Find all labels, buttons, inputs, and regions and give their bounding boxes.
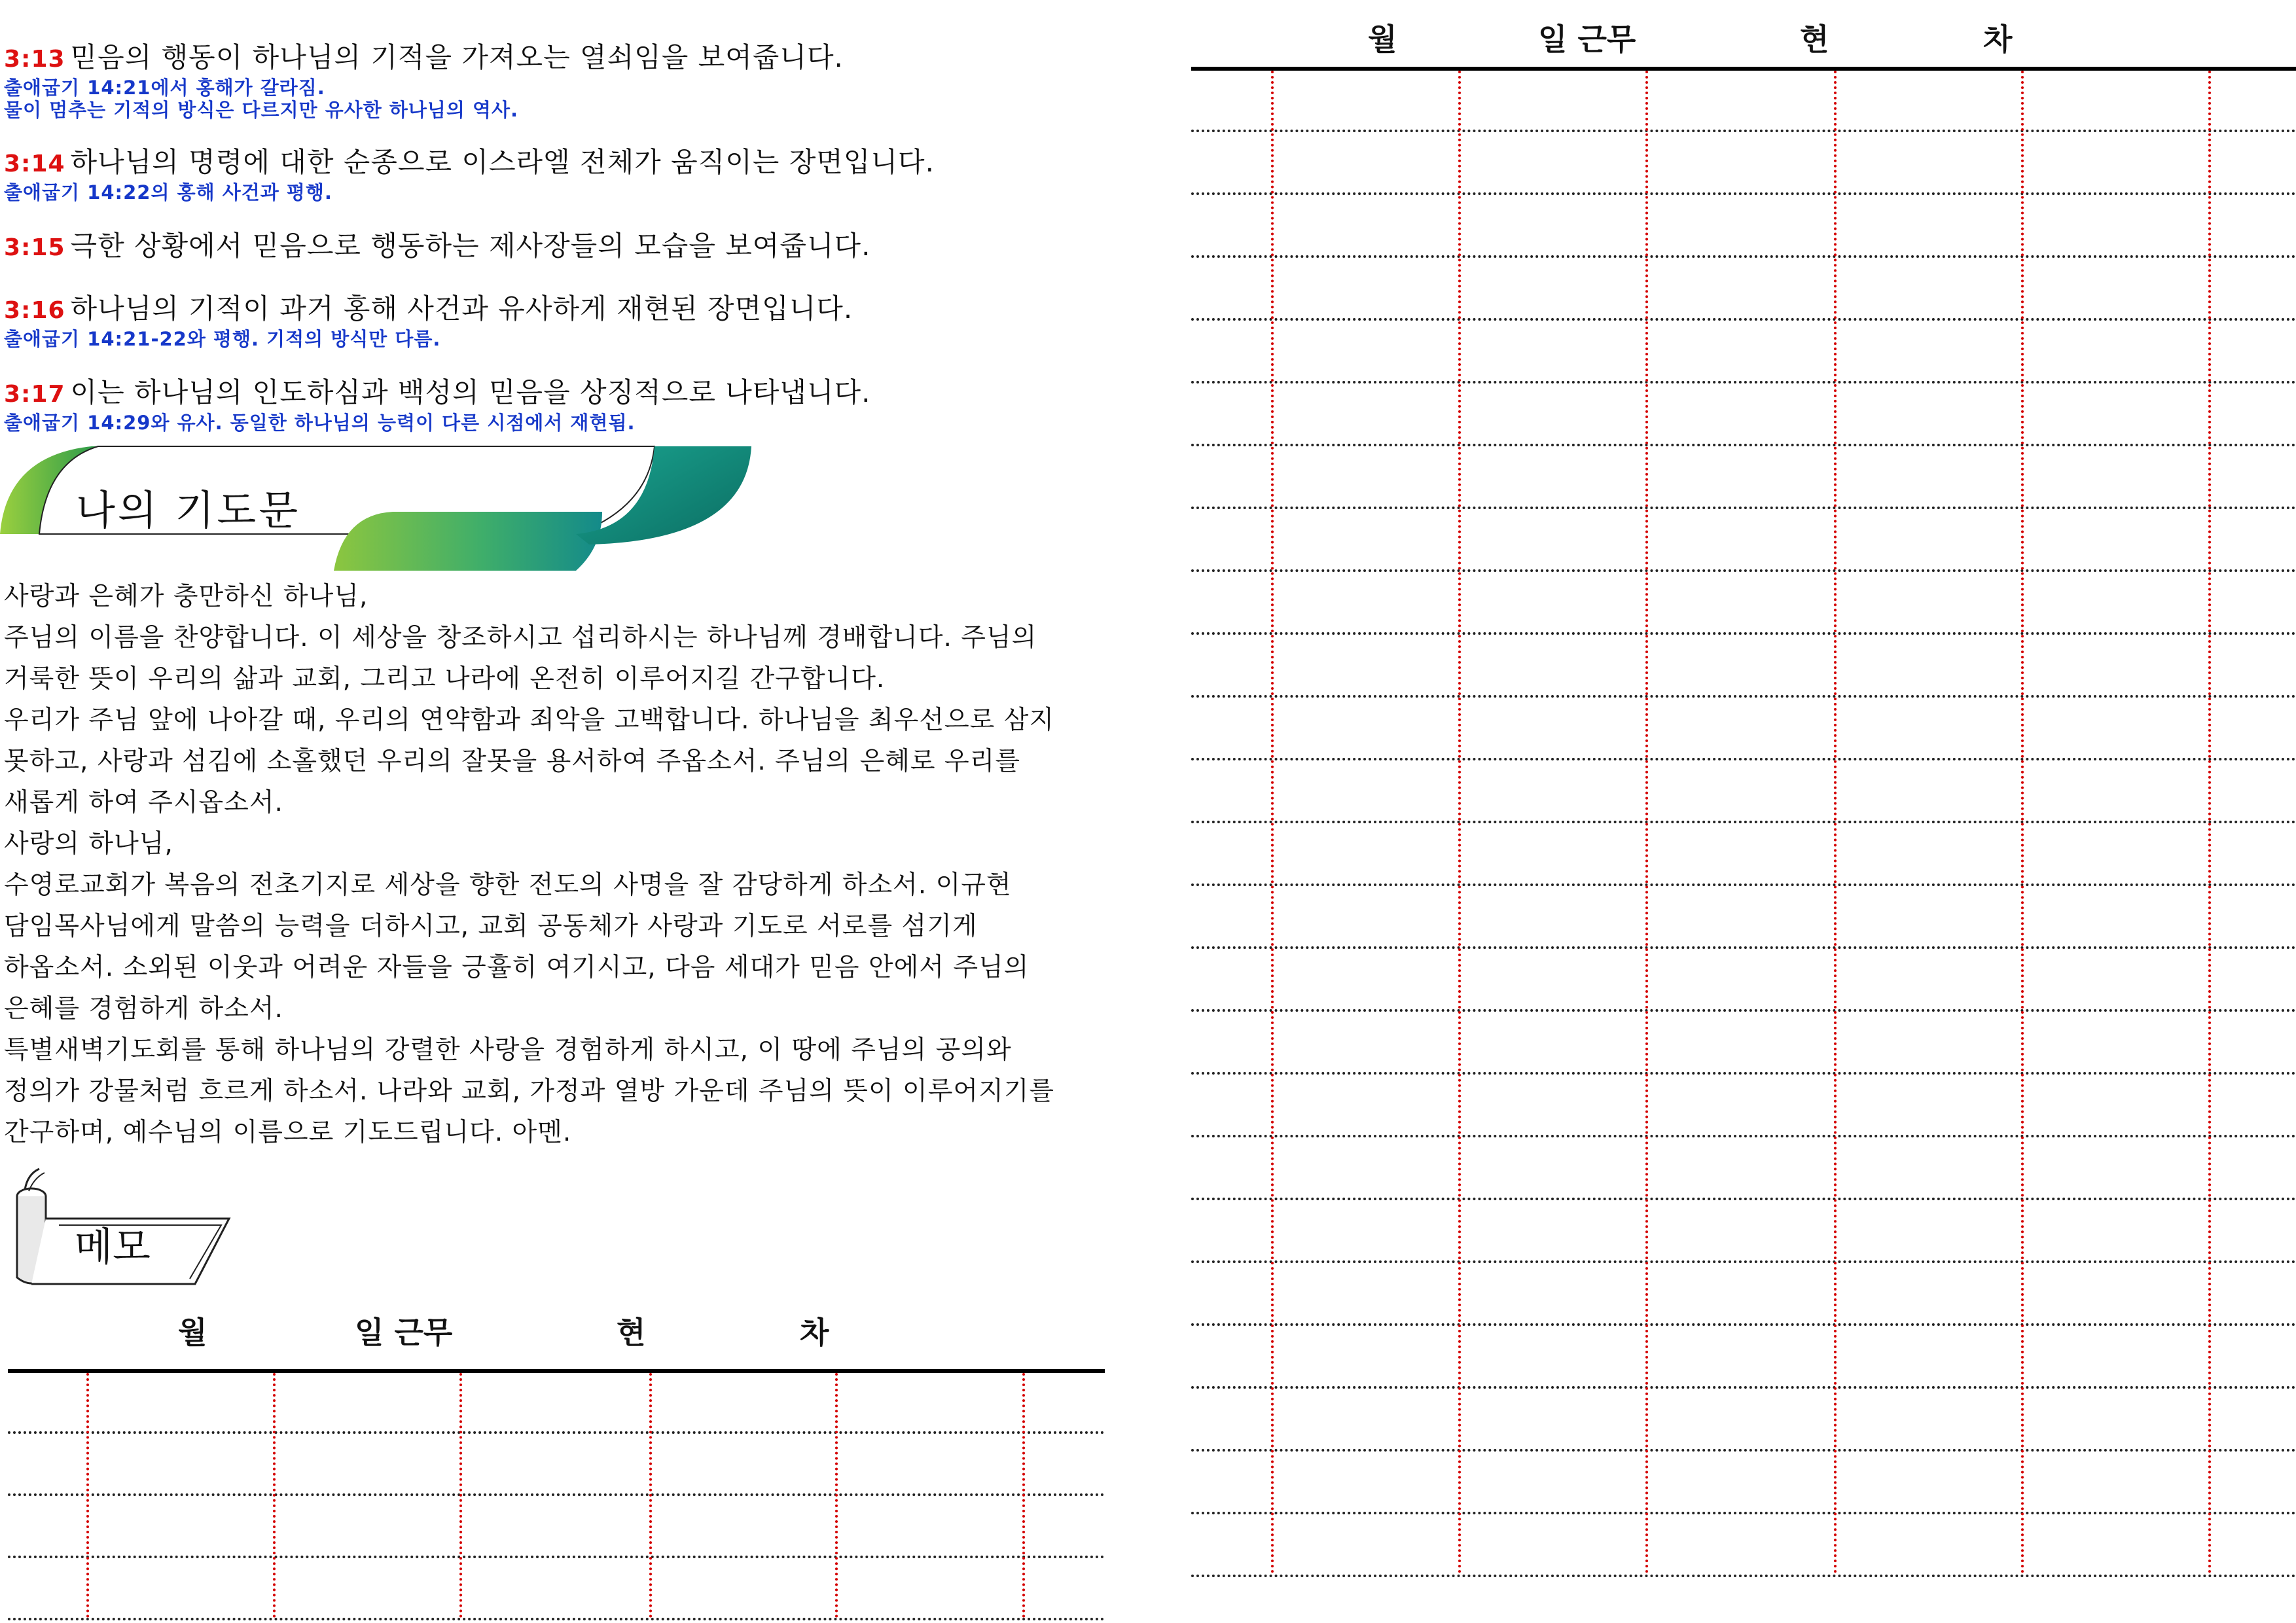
row-line — [1191, 318, 2296, 321]
left-page — [0, 0, 1113, 1623]
header-rule — [1191, 67, 2296, 71]
row-line — [1191, 1512, 2296, 1514]
prayer-line: 우리가 주님 앞에 나아갈 때, 우리의 연약함과 죄악을 고백합니다. 하나님을 최우선으로 삼지 — [4, 705, 1055, 735]
row-line — [8, 1618, 1105, 1620]
prayer-line: 정의가 강물처럼 흐르게 하소서. 나라와 교회, 가정과 열방 가운데 주님의 뜻이 이루어지기를 — [4, 1077, 1055, 1106]
prayer-line: 특별새벽기도회를 통해 하나님의 강렬한 사랑을 경험하게 하시고, 이 땅에 주님의 공의와 — [4, 1035, 1012, 1065]
verse-line — [4, 292, 1090, 328]
verse-line — [4, 145, 1090, 181]
header-current: 현 — [617, 1315, 646, 1350]
verse-block — [4, 145, 1090, 204]
row-line — [1191, 1575, 2296, 1577]
row-line — [1191, 1260, 2296, 1263]
verse-block — [4, 292, 1090, 350]
cross-reference-note: 출애굽기 14:29와 유사. 동일한 하나님의 능력이 다른 시점에서 재현됨. — [4, 412, 636, 434]
memo-title: 메모 — [75, 1224, 151, 1270]
column-line — [1645, 71, 1648, 1575]
verse-text: 믿음의 행동이 하나님의 기적을 가져오는 열쇠임을 보여줍니다. — [70, 41, 844, 73]
header-day-work: 일 근무 — [355, 1315, 453, 1350]
row-line — [1191, 1449, 2296, 1452]
header-order: 차 — [1983, 22, 2013, 57]
verse-text: 하나님의 기적이 과거 홍해 사건과 유사하게 재현된 장면입니다. — [70, 293, 853, 325]
header-current: 현 — [1800, 22, 1829, 57]
row-line — [1191, 1009, 2296, 1012]
row-line — [1191, 883, 2296, 886]
verse-text: 하나님의 명령에 대한 순종으로 이스라엘 전체가 움직이는 장면입니다. — [70, 146, 935, 178]
attendance-table-left — [8, 1302, 1105, 1623]
prayer-line: 사랑의 하나님, — [4, 829, 173, 859]
row-line — [8, 1556, 1105, 1558]
verse-line — [4, 41, 1090, 77]
verse-reference: 3:13 — [4, 46, 65, 73]
row-line — [1191, 507, 2296, 509]
row-line — [1191, 632, 2296, 635]
prayer-line: 새롭게 하여 주시옵소서. — [4, 788, 283, 817]
attendance-table-right — [1191, 9, 2296, 1593]
row-line — [1191, 381, 2296, 383]
column-line — [1271, 71, 1274, 1575]
prayer-line: 주님의 이름을 찬양합니다. 이 세상을 창조하시고 섭리하시는 하나님께 경배합니다. 주님의 — [4, 623, 1037, 652]
row-line — [8, 1493, 1105, 1496]
row-line — [1191, 1386, 2296, 1389]
row-line — [1191, 444, 2296, 446]
row-line — [1191, 758, 2296, 760]
row-line — [1191, 130, 2296, 132]
verse-reference: 3:14 — [4, 151, 65, 177]
row-line — [1191, 821, 2296, 823]
cross-reference-note: 물이 멈추는 기적의 방식은 다르지만 유사한 하나님의 역사. — [4, 99, 519, 121]
cross-reference-note: 출애굽기 14:21에서 홍해가 갈라짐. — [4, 77, 325, 99]
column-line — [1022, 1373, 1025, 1618]
prayer-line: 은혜를 경험하게 하소서. — [4, 994, 283, 1024]
verse-block — [4, 376, 1090, 434]
header-rule — [8, 1369, 1105, 1373]
row-line — [1191, 946, 2296, 949]
column-line — [2208, 71, 2211, 1575]
verse-block — [4, 229, 1090, 265]
row-line — [1191, 192, 2296, 195]
header-order: 차 — [800, 1315, 829, 1350]
row-line — [1191, 695, 2296, 698]
attendance-header — [8, 1302, 1105, 1355]
right-page — [1191, 0, 2296, 1623]
prayer-line: 못하고, 사랑과 섬김에 소홀했던 우리의 잘못을 용서하여 주옵소서. 주님의 은혜로 우리를 — [4, 747, 1021, 776]
column-line — [835, 1373, 838, 1618]
cross-reference-note: 출애굽기 14:22의 홍해 사건과 평행. — [4, 181, 332, 204]
prayer-text — [4, 576, 1103, 1153]
row-line — [1191, 1323, 2296, 1326]
header-month: 월 — [178, 1315, 207, 1350]
verse-reference: 3:16 — [4, 297, 65, 324]
verse-reference: 3:15 — [4, 234, 65, 261]
prayer-line: 담임목사님에게 말씀의 능력을 더하시고, 교회 공동체가 사랑과 기도로 서로를 섬기게 — [4, 912, 978, 941]
verse-reference: 3:17 — [4, 381, 65, 408]
column-line — [649, 1373, 652, 1618]
verse-line — [4, 376, 1090, 412]
prayer-title: 나의 기도문 — [76, 486, 301, 534]
row-line — [1191, 1198, 2296, 1200]
row-line — [8, 1431, 1105, 1434]
prayer-line: 거룩한 뜻이 우리의 삶과 교회, 그리고 나라에 온전히 이루어지길 간구합니다. — [4, 664, 886, 694]
verse-text: 극한 상황에서 믿음으로 행동하는 제사장들의 모습을 보여줍니다. — [70, 230, 871, 262]
row-line — [1191, 569, 2296, 572]
verse-line — [4, 229, 1090, 265]
verse-text: 이는 하나님의 인도하심과 백성의 믿음을 상징적으로 나타냅니다. — [70, 376, 871, 408]
column-line — [1458, 71, 1461, 1575]
header-month: 월 — [1368, 22, 1397, 57]
header-day-work: 일 근무 — [1538, 22, 1636, 57]
column-line — [86, 1373, 89, 1618]
column-line — [273, 1373, 276, 1618]
column-line — [459, 1373, 462, 1618]
row-line — [1191, 1135, 2296, 1137]
row-line — [1191, 1072, 2296, 1075]
prayer-line: 수영로교회가 복음의 전초기지로 세상을 향한 전도의 사명을 잘 감당하게 하소서. 이규현 — [4, 870, 1012, 900]
cross-reference-note: 출애굽기 14:21-22와 평행. 기적의 방식만 다름. — [4, 328, 441, 350]
verse-block — [4, 41, 1090, 121]
column-line — [2021, 71, 2024, 1575]
prayer-line: 사랑과 은혜가 충만하신 하나님, — [4, 582, 368, 611]
row-line — [1191, 255, 2296, 258]
prayer-line: 하옵소서. 소외된 이웃과 어려운 자들을 긍휼히 여기시고, 다음 세대가 믿음 안에서 주님의 — [4, 953, 1030, 982]
attendance-header — [1191, 9, 2296, 62]
column-line — [1834, 71, 1837, 1575]
prayer-line: 간구하며, 예수님의 이름으로 기도드립니다. 아멘. — [4, 1118, 572, 1147]
